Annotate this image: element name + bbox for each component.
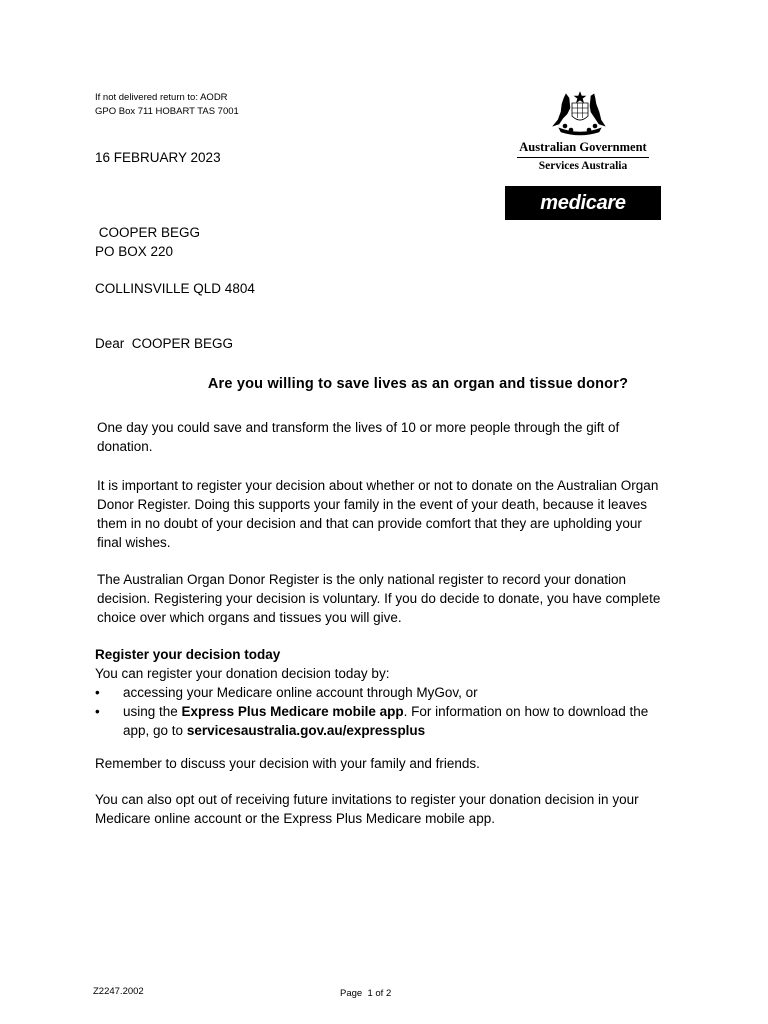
agency-name: Services Australia xyxy=(538,160,628,172)
return-address-line-2: GPO Box 711 HOBART TAS 7001 xyxy=(95,106,239,117)
bullet-icon: • xyxy=(95,704,100,719)
register-intro: You can register your donation decision today by: xyxy=(95,666,390,681)
paragraph-1 xyxy=(97,418,697,456)
paragraph-line: You can also opt out of receiving future invitations to register your donation decision in your xyxy=(95,792,639,807)
optout-paragraph xyxy=(95,790,695,828)
paragraph-line: them in no doubt of your decision and that can provide comfort that they are upholding your xyxy=(97,516,642,531)
recipient-address-1: PO BOX 220 xyxy=(95,244,174,259)
paragraph-line: choice over which organs and tissues you will give. xyxy=(97,610,402,625)
salutation: Dear COOPER BEGG xyxy=(95,336,234,351)
website-link[interactable]: servicesaustralia.gov.au/expressplus xyxy=(186,723,426,738)
letter-title: Are you willing to save lives as an organ and tissue donor? xyxy=(207,376,629,392)
government-name: Australian Government xyxy=(519,140,647,154)
paragraph-3 xyxy=(97,570,697,627)
paragraph-line: final wishes. xyxy=(97,535,171,550)
paragraph-line: donation. xyxy=(97,439,153,454)
recipient-address-2: COLLINSVILLE QLD 4804 xyxy=(95,281,255,296)
paragraph-line: Medicare online account or the Express Plus Medicare mobile app. xyxy=(95,811,495,826)
paragraph-line: Donor Register. Doing this supports your family in the event of your death, because it leaves xyxy=(97,497,648,512)
recipient-name: COOPER BEGG xyxy=(95,225,201,240)
bullet-icon: • xyxy=(95,685,100,700)
paragraph-line: The Australian Organ Donor Register is the only national register to record your donation xyxy=(97,572,627,587)
paragraph-line: decision. Registering your decision is voluntary. If you do decide to donate, you have complete xyxy=(97,591,661,606)
letter-date: 16 FEBRUARY 2023 xyxy=(95,150,221,165)
form-code: Z2247.2002 xyxy=(93,986,144,997)
list-item-text: accessing your Medicare online account through MyGov, or xyxy=(123,685,478,700)
logo-divider xyxy=(517,157,649,158)
paragraph-line: One day you could save and transform the lives of 10 or more people through the gift of xyxy=(97,420,620,435)
list-item-text xyxy=(123,702,693,721)
paragraph-line: It is important to register your decision about whether or not to donate on the Australian Organ xyxy=(97,478,659,493)
register-heading: Register your decision today xyxy=(95,647,281,662)
coat-of-arms-icon xyxy=(549,90,611,138)
remember-note: Remember to discuss your decision with your family and friends. xyxy=(95,756,480,771)
page-number: Page 1 of 2 xyxy=(340,988,392,999)
paragraph-2 xyxy=(97,476,697,552)
medicare-logo: medicare xyxy=(505,186,661,220)
return-address-line-1: If not delivered return to: AODR xyxy=(95,92,228,103)
list-item-text-part: . For information on how to download the xyxy=(403,704,649,719)
return-address xyxy=(95,91,239,119)
list-item-text-part: app, go to xyxy=(123,723,187,738)
app-name: Express Plus Medicare mobile app xyxy=(181,704,404,719)
list-item-text xyxy=(123,721,693,740)
list-item-text-part: using the xyxy=(123,704,182,719)
government-logo xyxy=(505,90,661,222)
